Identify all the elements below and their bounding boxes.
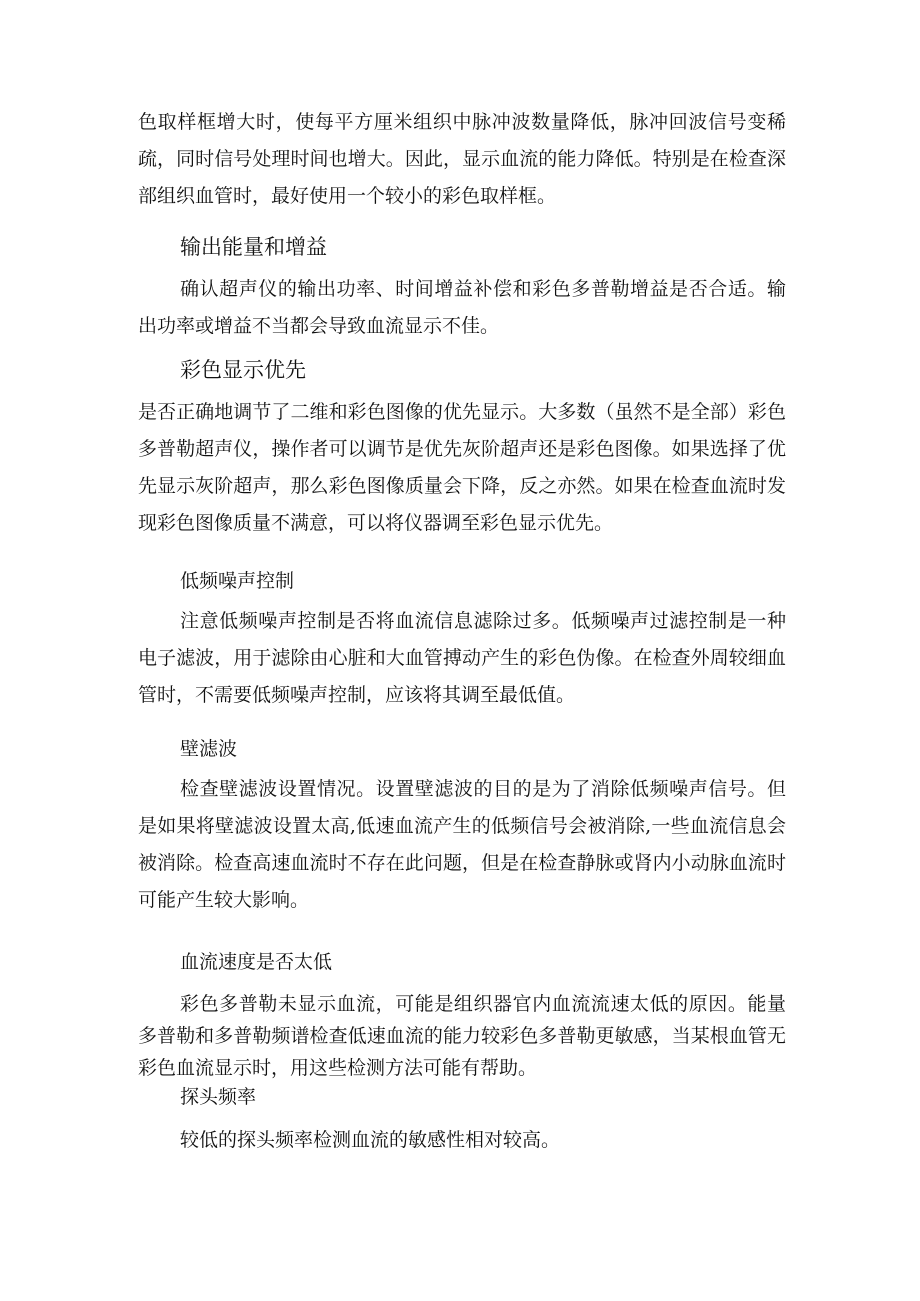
paragraph-output-energy-gain: 确认超声仪的输出功率、时间增益补偿和彩色多普勒增益是否合适。输出功率或增益不当都会导致血流显示不佳。 — [138, 278, 786, 337]
paragraph-wall-filter: 检查壁滤波设置情况。设置壁滤波的目的是为了消除低频噪声信号。但是如果将壁滤波设置太高,低速血流产生的低频信号会被消除,一些血流信息会被消除。检查高速血流时不存在此问题，但是在检查静脉或肾内小动脉血流时可能产生较大影响。 — [138, 778, 786, 911]
paragraph-low-frequency-noise: 注意低频噪声控制是否将血流信息滤除过多。低频噪声过滤控制是一种电子滤波，用于滤除由心脏和大血管搏动产生的彩色伪像。在检查外周较细血管时，不需要低频噪声控制，应该将其调至最低值。 — [138, 610, 786, 706]
heading-color-display-priority: 彩色显示优先 — [180, 358, 306, 382]
paragraph-color-display-priority: 是否正确地调节了二维和彩色图像的优先显示。大多数（虽然不是全部）彩色多普勒超声仪，操作者可以调节是优先灰阶超声还是彩色图像。如果选择了优先显示灰阶超声，那么彩色图像质量会下降，反之亦然。如果在检查血流时发现彩色图像质量不满意，可以将仪器调至彩色显示优先。 — [138, 401, 786, 534]
heading-wall-filter: 壁滤波 — [180, 738, 238, 760]
paragraph-flow-velocity-low: 彩色多普勒未显示血流，可能是组织器官内血流流速太低的原因。能量多普勒和多普勒频谱检查低速血流的能力较彩色多普勒更敏感，当某根血管无彩色血流显示时，用这些检测方法可能有帮助。 — [138, 993, 786, 1079]
heading-flow-velocity-low: 血流速度是否太低 — [180, 951, 333, 973]
paragraph-probe-frequency: 较低的探头频率检测血流的敏感性相对较高。 — [180, 1129, 561, 1151]
paragraph-color-sample-box: 色取样框增大时，使每平方厘米组织中脉冲波数量降低，脉冲回波信号变稀疏，同时信号处理时间也增大。因此，显示血流的能力降低。特别是在检查深部组织血管时，最好使用一个较小的彩色取样框。 — [138, 111, 786, 207]
heading-low-frequency-noise: 低频噪声控制 — [180, 570, 295, 592]
heading-output-energy-gain: 输出能量和增益 — [180, 235, 327, 259]
heading-probe-frequency: 探头频率 — [180, 1086, 257, 1108]
